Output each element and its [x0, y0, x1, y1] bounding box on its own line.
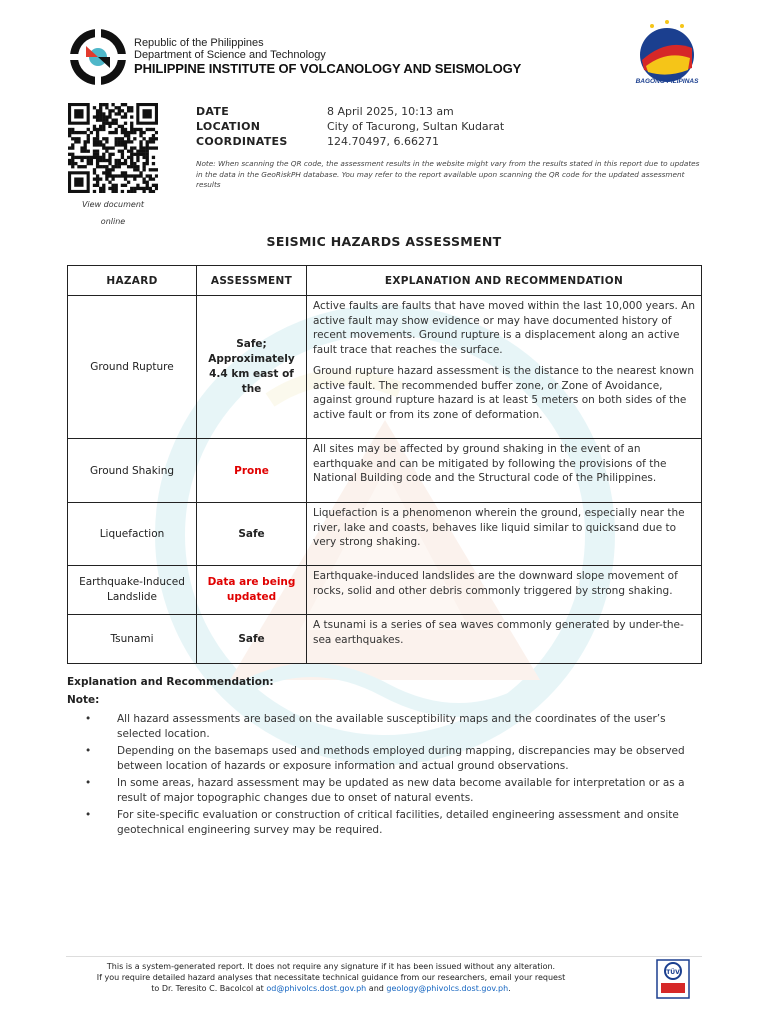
hazard-cell: Ground Rupture — [68, 296, 197, 439]
email-link-od[interactable]: od@phivolcs.dost.gov.ph — [266, 984, 367, 993]
assessment-cell: Prone — [197, 439, 307, 503]
assessment-cell: Safe — [197, 615, 307, 664]
agency-line-dost: Department of Science and Technology — [134, 49, 326, 61]
footer-divider — [66, 956, 702, 957]
agency-header — [134, 37, 521, 77]
footer-and: and — [366, 984, 387, 993]
table-row-landslide — [68, 566, 702, 615]
tuv-certification-icon — [656, 959, 690, 999]
date-label: DATE — [196, 105, 230, 118]
table-header-row — [68, 266, 702, 296]
cert-label: TÜV — [666, 969, 680, 976]
footer-period: . — [508, 984, 511, 993]
qr-code[interactable] — [68, 103, 158, 193]
table-row-ground-shaking — [68, 439, 702, 503]
location-row — [196, 119, 504, 134]
hazard-cell: Liquefaction — [68, 503, 197, 566]
footer-line3-prefix: to Dr. Teresito C. Bacolcol at — [151, 984, 267, 993]
table-row-liquefaction — [68, 503, 702, 566]
report-meta — [196, 104, 504, 149]
qr-note: Note: When scanning the QR code, the assessment results in the website might vary from the results stated in this report due to updates in the data in the GeoRiskPH database. You may refer to the report available upon scanning the QR code for the updated assessment results — [196, 159, 700, 189]
footer — [66, 961, 596, 994]
explanation-paragraph: A tsunami is a series of sea waves commonly generated by under-the-sea earthquakes. — [313, 619, 684, 646]
header-hazard: HAZARD — [68, 266, 197, 296]
table-row-ground-rupture — [68, 296, 702, 439]
footer-line2: If you require detailed hazard analyses that necessitate technical guidance from our researchers, email your request — [96, 973, 566, 982]
explanation-cell — [307, 296, 702, 439]
hazard-cell: Tsunami — [68, 615, 197, 664]
list-item: • In some areas, hazard assessment may be updated as new data become available for interpretation or as a result of major topographic changes due to onset of natural events. — [67, 776, 702, 805]
list-item: • Depending on the basemaps used and methods employed during mapping, discrepancies may be observed between location of hazards or exposure information and actual ground observations. — [67, 744, 702, 773]
date-row — [196, 104, 504, 119]
location-label: LOCATION — [196, 120, 261, 133]
coordinates-row — [196, 134, 504, 149]
note-heading: Note: — [67, 694, 100, 706]
list-item: • All hazard assessments are based on the available susceptibility maps and the coordinates of the user’s selected location. — [67, 712, 702, 741]
list-item: • For site-specific evaluation or construction of critical facilities, detailed engineering assessment and onsite geotechnical engineering survey may be required. — [67, 808, 702, 837]
explanation-heading: Explanation and Recommendation: — [67, 676, 274, 688]
qr-caption-line2: online — [100, 217, 126, 226]
explanation-paragraph: Ground rupture hazard assessment is the distance to the nearest known active fault. The recommended buffer zone, or Zone of Avoidance, against ground rupture hazard is at least 5 meters on both sides of the active fault or from its zone of deformation. — [313, 364, 694, 421]
assessment-cell: Data are being updated — [197, 566, 307, 615]
phivolcs-logo — [68, 28, 128, 86]
qr-caption — [68, 196, 158, 230]
coordinates-label: COORDINATES — [196, 135, 288, 148]
hazard-cell: Ground Shaking — [68, 439, 197, 503]
hazard-table — [67, 265, 702, 664]
agency-line-republic: Republic of the Philippines — [134, 37, 264, 49]
hazard-cell: Earthquake-Induced Landslide — [68, 566, 197, 615]
page-title: SEISMIC HAZARDS ASSESSMENT — [266, 234, 502, 249]
explanation-paragraph: All sites may be affected by ground shaking in the event of an earthquake and can be mitigated by following the provisions of the National Building code and the Structural code of the Philippines. — [313, 443, 667, 485]
explanation-paragraph: Earthquake-induced landslides are the downward slope movement of rocks, solid and other debris commonly triggered by strong shaking. — [313, 570, 678, 597]
explanation-paragraph: Liquefaction is a phenomenon wherein the ground, especially near the river, lake and coasts, behaves like liquid similar to quicksand due to very strong shaking. — [313, 507, 685, 549]
header-explanation: EXPLANATION AND RECOMMENDATION — [307, 266, 702, 296]
qr-caption-line1: View document — [81, 200, 145, 209]
assessment-cell: Safe — [197, 503, 307, 566]
email-link-geology[interactable]: geology@phivolcs.dost.gov.ph — [386, 984, 509, 993]
location-value: City of Tacurong, Sultan Kudarat — [327, 120, 505, 133]
coordinates-value: 124.70497, 6.66271 — [327, 135, 439, 148]
assessment-cell: Safe; Approximately 4.4 km east of the — [197, 296, 307, 439]
explanation-cell — [307, 566, 702, 615]
agency-line-phivolcs: PHILIPPINE INSTITUTE OF VOLCANOLOGY AND SEISMOLOGY — [134, 61, 522, 76]
table-row-tsunami — [68, 615, 702, 664]
explanation-cell — [307, 439, 702, 503]
footer-line3 — [66, 983, 596, 994]
header-assessment: ASSESSMENT — [197, 266, 307, 296]
footer-line1: This is a system-generated report. It does not require any signature if it has been issued without any alteration. — [106, 962, 556, 971]
explanation-paragraph: Active faults are faults that have moved within the last 10,000 years. An active fault may show evidence or may have documented history of recent movements. Ground rupture is a displacement along an active fault trace that reaches the surface. — [313, 300, 695, 357]
explanation-cell — [307, 503, 702, 566]
notes-list — [67, 712, 702, 840]
bagong-pilipinas-label: BAGONG PILIPINAS — [635, 78, 699, 85]
date-value: 8 April 2025, 10:13 am — [327, 105, 454, 118]
explanation-cell — [307, 615, 702, 664]
